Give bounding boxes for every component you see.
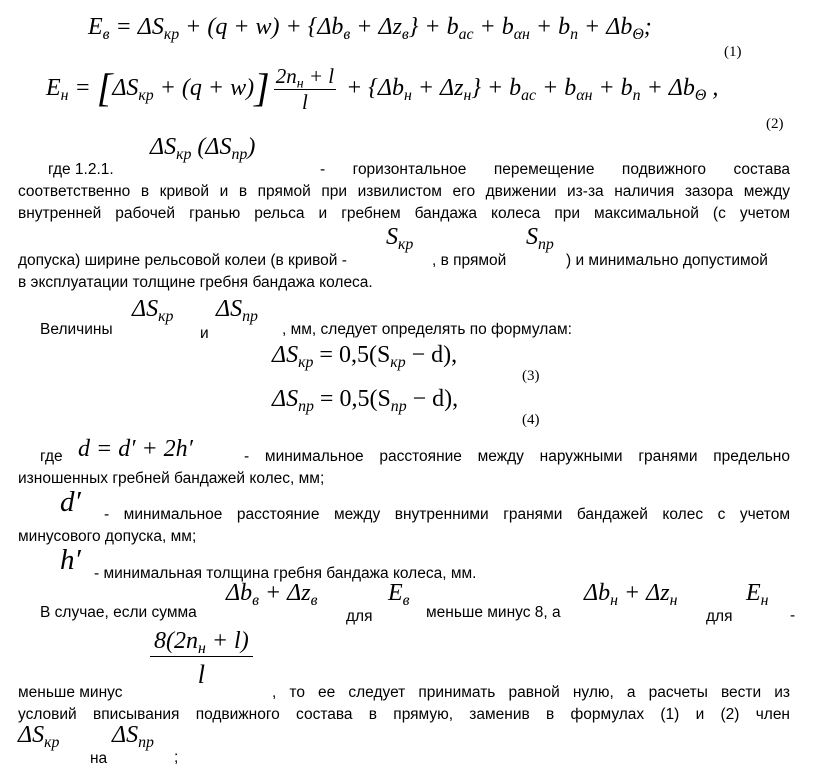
para3-end: ; xyxy=(174,749,179,766)
para3-for2: для xyxy=(706,608,733,625)
formula-3: $\Delta S_{кр} = 0,5(S_{кр} - d)$, xyxy=(272,342,458,372)
formula-1: $E_в = \Delta S_{кр} + (q + w) + \{\Delta b_в + \Delta z_в\} + b_{ac} + b_{\alpha н} + b_п + \Delta b_\Theta$; xyxy=(88,14,652,44)
defs-d-text2: изношенных гребней бандажей колес, мм; xyxy=(18,470,325,487)
para1-line5: в эксплуатации толщине гребня бандажа колеса. xyxy=(18,274,373,291)
e-v-symbol: $E_в$ xyxy=(388,580,410,610)
para3-line3: условий вписывания подвижного состава в прямую, заменив в формулах (1) и (2) член xyxy=(18,706,790,723)
sum-b-z-n: $\Delta b_н + \Delta z_н$ xyxy=(584,580,678,610)
defs-d-lead: где xyxy=(40,448,63,465)
formula-2-number: (2) xyxy=(766,116,784,132)
formula-2: $E_н = [\Delta S_{кр} + (q + w)]$ $\frac{2n_н + l}{l}$ + $\{\Delta b_н + \Delta z_н\} + b_{ac} + b_{\alpha н} + b_п + \Delta b_\Theta$ , xyxy=(46,64,719,114)
defs-dp-text1: - минимальное расстояние между внутренними гранями бандажей колес с учетом xyxy=(104,506,790,523)
defs-hp-text: - минимальная толщина гребня бандажа колеса, мм. xyxy=(94,565,477,582)
para2-and: и xyxy=(200,325,209,342)
para3-line2: , то ее следует принимать равной нулю, а расчеты вести из xyxy=(272,684,790,701)
para1-symbol: $\Delta S_{кр}$ $(\Delta S_{пр})$ xyxy=(150,134,256,164)
para2-tail: , мм, следует определять по формулам: xyxy=(282,321,572,338)
para1-lead: где 1.2.1. xyxy=(48,161,114,178)
defs-dp-text2: минусового допуска, мм; xyxy=(18,528,197,545)
para3-on: на xyxy=(90,750,108,767)
d-formula: d = d′ + 2h′ xyxy=(78,436,193,462)
formula-1-number: (1) xyxy=(724,44,742,60)
para1-line4c: ) и минимально допустимой xyxy=(566,252,768,269)
s-kr-symbol: $S_{кр}$ xyxy=(386,224,414,254)
para3-lead: В случае, если сумма xyxy=(40,604,197,621)
formula-4-number: (4) xyxy=(522,412,540,428)
formula-3-number: (3) xyxy=(522,368,540,384)
para2-lead: Величины xyxy=(40,321,113,338)
formula-4: $\Delta S_{пр} = 0,5(S_{пр} - d)$, xyxy=(272,386,459,416)
para1-line2: соответственно в кривой и в прямой при извилистом его движении из-за наличия зазора между xyxy=(18,183,790,200)
para3-mid: меньше минус 8, а xyxy=(426,604,561,621)
replace-from: $\Delta S_{кр}$ xyxy=(18,722,60,752)
delta-s-kr-symbol: $\Delta S_{кр}$ xyxy=(132,296,174,326)
para3-less: меньше минус xyxy=(18,684,123,701)
para1-line4b: , в прямой xyxy=(432,252,507,269)
para1-line4a: допуска) ширине рельсовой колеи (в кривой - xyxy=(18,252,347,269)
para3-for1: для xyxy=(346,608,373,625)
delta-s-pr-symbol: $\Delta S_{пр}$ xyxy=(216,296,258,326)
para3-dash: - xyxy=(790,607,796,624)
replace-to: $\Delta S_{пр}$ xyxy=(112,722,154,752)
h-prime-symbol: h′ xyxy=(60,544,81,576)
e-n-symbol: $E_н$ xyxy=(746,580,769,610)
d-prime-symbol: d′ xyxy=(60,486,81,518)
s-pr-symbol: $S_{пр}$ xyxy=(526,224,554,254)
para1-line1: - горизонтальное перемещение подвижного состава xyxy=(320,161,790,178)
sum-b-z-v: $\Delta b_в + \Delta z_в$ xyxy=(226,580,318,610)
fraction-8-2n-l: $8(2n_н + l)$ l xyxy=(150,626,253,693)
defs-d-text1: - минимальное расстояние между наружными гранями предельно xyxy=(244,448,790,465)
para1-line3: внутренней рабочей гранью рельса и гребнем бандажа колеса при максимальной (с учетом xyxy=(18,205,790,222)
